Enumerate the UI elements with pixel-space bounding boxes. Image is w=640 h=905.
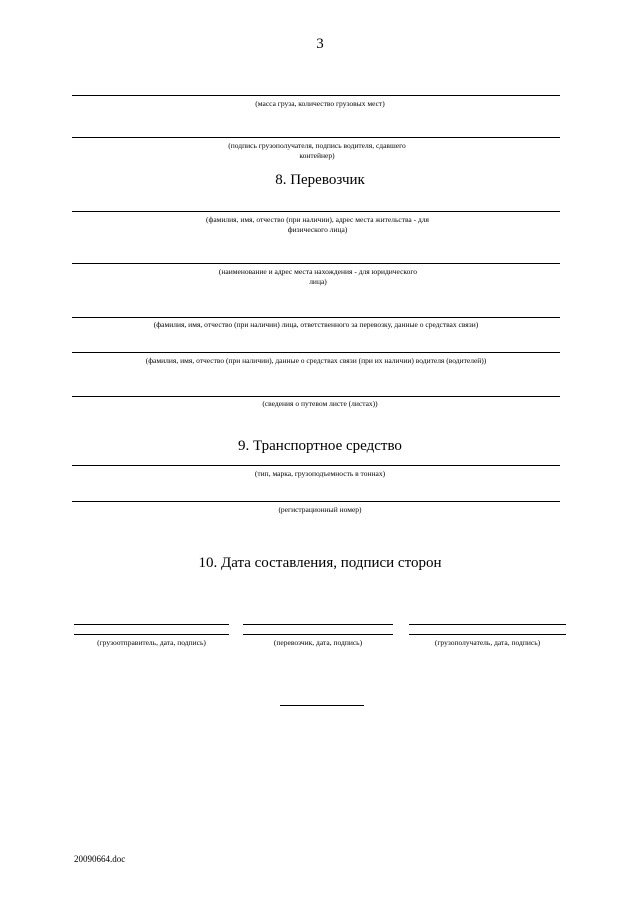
driver-line: [72, 352, 560, 353]
section-heading-vehicle: 9. Транспортное средство: [238, 438, 402, 454]
waybill-line: [72, 396, 560, 397]
vehicle-type-line: [72, 465, 560, 466]
vehicle-type-caption: (тип, марка, грузоподъемность в тоннах): [254, 469, 386, 478]
carrier-signature-caption: (перевозчик, дата, подпись): [273, 638, 363, 647]
driver-caption: (фамилия, имя, отчество (при наличии), данные о средствах связи (при их наличии) водителя (водителей)): [145, 356, 487, 365]
shipper-signature-caption: (грузоотправитель, дата, подпись): [97, 638, 206, 647]
registration-number-caption: (регистрационный номер): [278, 505, 362, 514]
consignee-signature-caption: (подпись грузополучателя, подпись водителя, сдавшего контейнер): [228, 141, 406, 160]
consignee-signature-line: [72, 137, 560, 138]
registration-number-line: [72, 501, 560, 502]
waybill-caption: (сведения о путевом листе (листах)): [262, 399, 378, 408]
carrier-person-caption: (фамилия, имя, отчество (при наличии), адрес места жительства - для физического лица): [205, 215, 430, 234]
page-number: 3: [316, 36, 324, 52]
section-heading-date-signatures: 10. Дата составления, подписи сторон: [198, 555, 442, 571]
carrier-signature-line-top: [243, 624, 393, 625]
end-rule: [280, 705, 364, 706]
cargo-mass-caption: (масса груза, количество грузовых мест): [255, 99, 385, 108]
footer-filename: 20090664.doc: [74, 854, 126, 864]
carrier-person-line: [72, 211, 560, 212]
consignee-signature-caption-bottom: (грузополучатель, дата, подпись): [434, 638, 541, 647]
carrier-org-line: [72, 263, 560, 264]
consignee-signature-line-bottom: [409, 634, 566, 635]
consignee-signature-line-top: [409, 624, 566, 625]
carrier-org-caption: (наименование и адрес места нахождения - для юридического лица): [218, 267, 418, 286]
section-heading-carrier: 8. Перевозчик: [275, 172, 365, 188]
cargo-mass-line: [72, 95, 560, 96]
shipper-signature-line-bottom: [74, 634, 229, 635]
responsible-person-caption: (фамилия, имя, отчество (при наличии) лица, ответственного за перевозку, данные о средствах связи): [153, 320, 479, 329]
carrier-signature-line-bottom: [243, 634, 393, 635]
responsible-person-line: [72, 317, 560, 318]
shipper-signature-line-top: [74, 624, 229, 625]
